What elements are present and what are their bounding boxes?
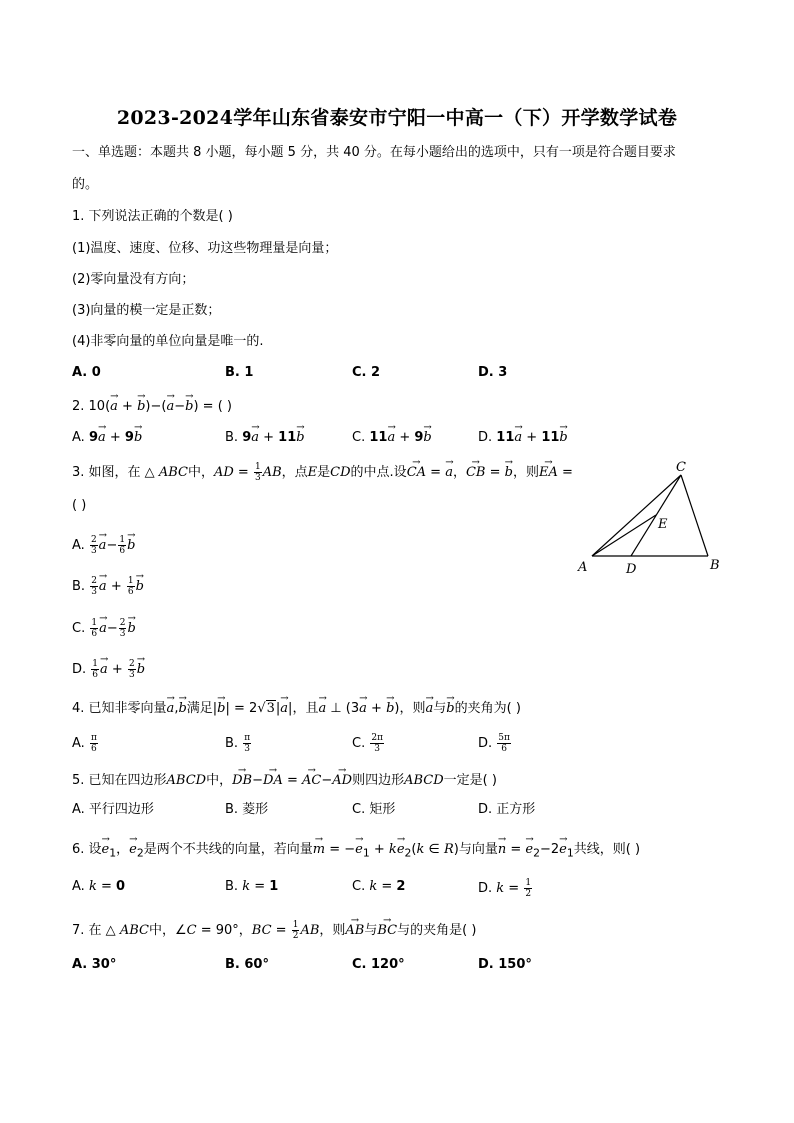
q2-stem: 2. 10(→ a + → b)−(→ a−→ b) = ( ) [72, 396, 232, 416]
q5-option-c: C. 矩形 [352, 802, 396, 817]
q7-option-a: A. 30° [72, 957, 117, 972]
q1-option-b: B. 1 [225, 365, 254, 380]
q2-option-c: C. 11→ a + 9→ b [352, 427, 432, 447]
q5-option-d: D. 正方形 [478, 802, 536, 817]
q3-option-d: D. $\frac{1}{6}$ → a + $\frac{2}{3}$ → b [72, 659, 145, 680]
q7-option-d: D. 150° [478, 957, 532, 972]
label-c: C [676, 460, 686, 475]
section-header: 一、单选题：本题共 8 小题，每小题 5 分，共 40 分。在每小题给出的选项中，只有一项是符合题目要求 [72, 145, 676, 160]
label-a: A [578, 560, 588, 575]
q6-stem: 6. 设→ $e_1$，→ $e_2$是两个不共线的向量，若向量→ m = −→ $e_1 + k\to e_2(k$ ∈ R)与向量→ n = → $e_2-2\to e_1$共线，则( ) [72, 839, 640, 863]
q1-statement-2: (2)零向量没有方向； [72, 272, 195, 287]
q1-option-c: C. 2 [352, 365, 381, 380]
q2-option-d: D. 11→ a + 11→ b [478, 427, 568, 447]
q3-option-b: B. $\frac{2}{3}$ → a + $\frac{1}{6}$ → b [72, 576, 144, 597]
q4-stem: 4. 已知非零向量→ a,→ b满足|→ b| = 2√3|→ a|，且→ a ⊥ (3→ a + → b)，则→ a与→ b的夹角为( ) [72, 698, 521, 718]
q6-option-a: A. k = 0 [72, 879, 126, 894]
label-d: D [626, 562, 637, 577]
q4-option-b: B. $\frac{\pi}{3}$ [225, 733, 251, 754]
q4-option-c: C. $\frac{2\pi}{3}$ [352, 733, 383, 754]
q1-statement-4: (4)非零向量的单位向量是唯一的. [72, 334, 264, 349]
page-title: 2023-2024学年山东省泰安市宁阳一中高一（下）开学数学试卷 [116, 107, 678, 129]
q1-stem: 1. 下列说法正确的个数是( ) [72, 209, 233, 224]
side-bc [681, 475, 708, 556]
q6-option-d: D. k = $\frac{1}{2}$ [478, 878, 532, 899]
q2-option-a: A. 9→ a + 9→ b [72, 427, 142, 447]
q2-option-b: B. 9→ a + 11→ b [225, 427, 305, 447]
q1-statement-3: (3)向量的模一定是正数； [72, 303, 221, 318]
q5-option-b: B. 菱形 [225, 802, 269, 817]
q4-option-a: A. $\frac{\pi}{6}$ [72, 733, 97, 754]
q7-option-b: B. 60° [225, 957, 269, 972]
section-header-cont: 的。 [72, 177, 99, 192]
q3-option-a: A. $\frac{2}{3}$ → a− $\frac{1}{6}$ → b [72, 535, 135, 556]
triangle-figure [570, 455, 730, 580]
q3-answer-paren: ( ) [72, 498, 87, 513]
q7-option-c: C. 120° [352, 957, 405, 972]
q6-option-b: B. k = 1 [225, 879, 279, 894]
q1-statement-1: (1)温度、速度、位移、功这些物理量是向量； [72, 241, 338, 256]
label-e: E [658, 517, 668, 532]
side-ac [592, 475, 681, 556]
segment-ae [592, 515, 656, 556]
q3-option-c: C. $\frac{1}{6}$ → a− $\frac{2}{3}$ → b [72, 618, 136, 639]
q1-option-a: A. 0 [72, 365, 101, 380]
label-b: B [710, 558, 720, 573]
q6-option-c: C. k = 2 [352, 879, 406, 894]
q5-option-a: A. 平行四边形 [72, 802, 154, 817]
q7-stem: 7. 在 △ ABC中，∠C = 90°，BC = $\frac{1}{2}$ AB，则→ AB与→ BC与的夹角是( ) [72, 920, 476, 941]
q4-option-d: D. $\frac{5\pi}{6}$ [478, 733, 510, 754]
q5-stem: 5. 已知在四边形ABCD中，→ DB−→ DA = → AC−→ AD则四边形ABCD一定是( ) [72, 770, 497, 790]
q1-option-d: D. 3 [478, 365, 508, 380]
q3-stem: 3. 如图，在 △ ABC中，AD = $\frac{1}{3}$ AB，点E是CD的中点.设→ CA = → a，→ CB = → b，则→ EA = [72, 462, 573, 483]
